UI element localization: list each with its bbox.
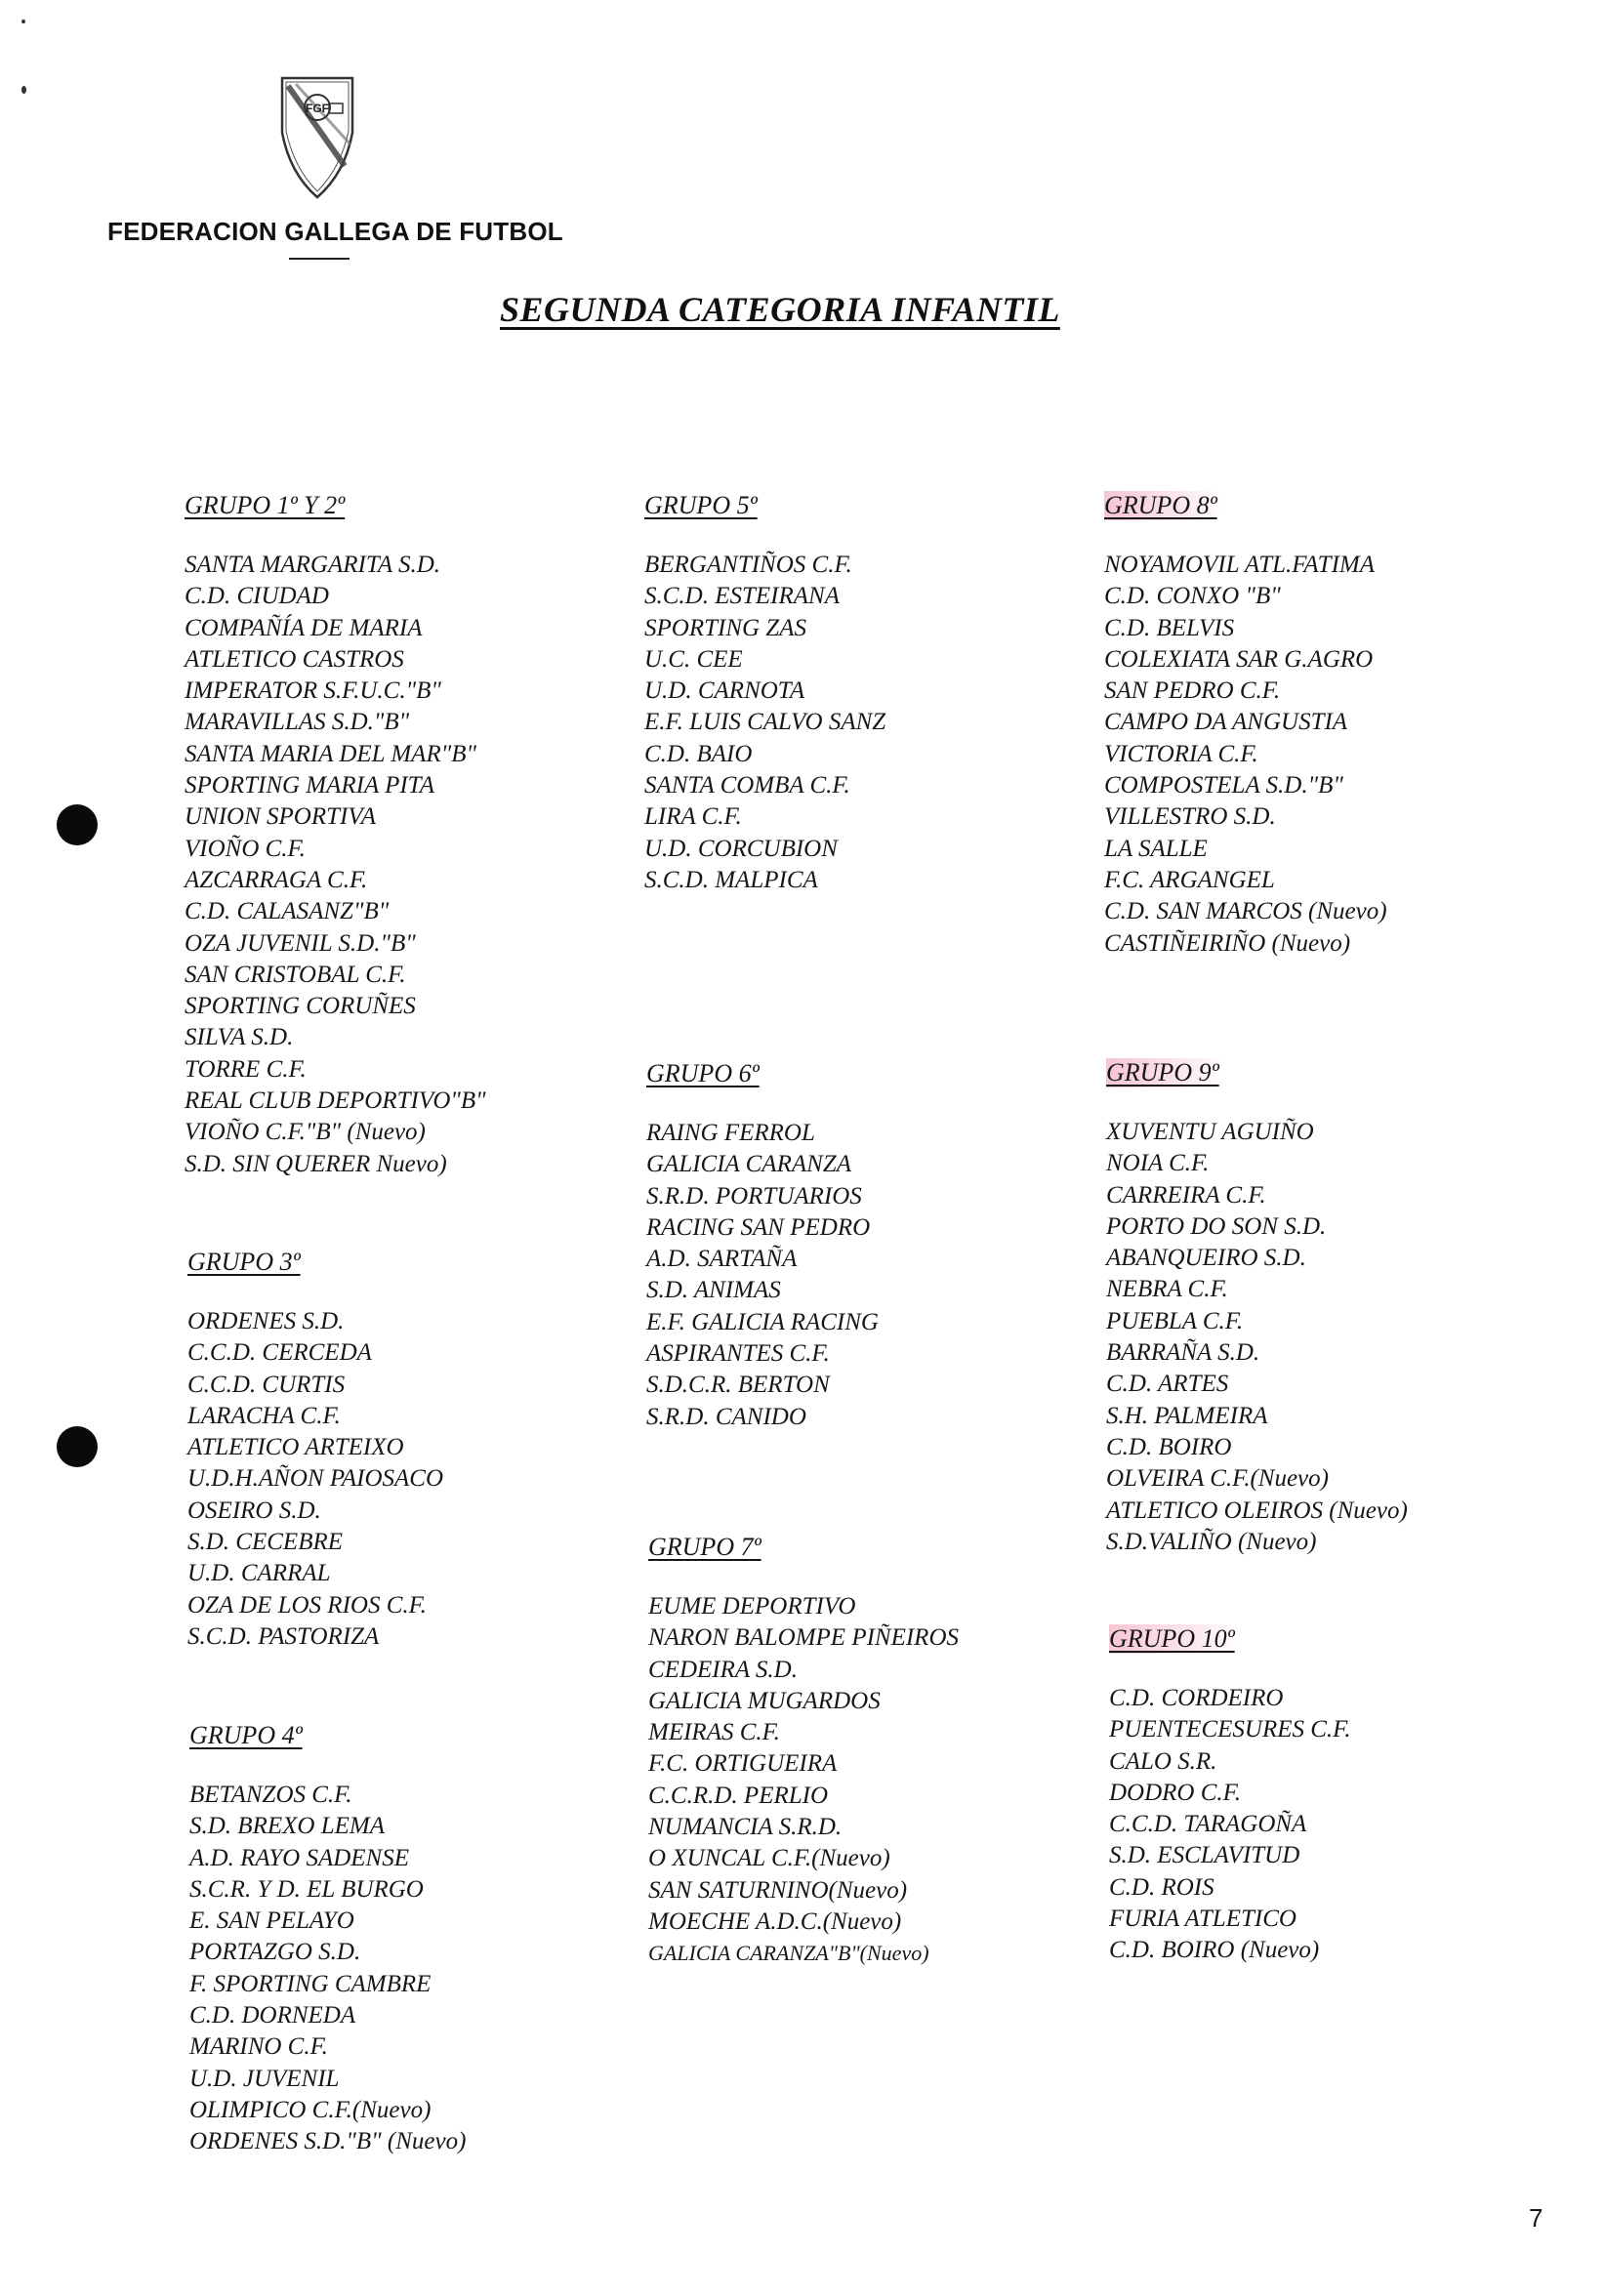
team-name: FURIA ATLETICO [1109,1906,1296,1933]
team-name: PUENTECESURES C.F. [1109,1716,1351,1743]
team-name: U.D. CORCUBION [644,835,838,862]
team-name: COLEXIATA SAR G.AGRO [1104,645,1374,673]
team-name: SPORTING ZAS [644,614,806,641]
team-name: SILVA S.D. [185,1024,294,1051]
team-name: ATLETICO CASTROS [185,645,404,673]
team-name: F.C. ARGANGEL [1104,866,1275,893]
team-name: S.D. ANIMAS [646,1277,781,1304]
team-name: ORDENES S.D. [187,1308,345,1334]
group-title: GRUPO 3º [187,1248,301,1276]
team-list [189,1780,466,2158]
team-name: SAN PEDRO C.F. [1104,677,1281,705]
team-name: CASTIÑEIRIÑO (Nuevo) [1104,929,1351,957]
team-name: C.D. DORNEDA [189,2002,356,2030]
team-name: S.R.D. CANIDO [646,1403,806,1430]
team-name: NOYAMOVIL ATL.FATIMA [1104,552,1376,578]
team-name: O XUNCAL C.F.(Nuevo) [648,1845,890,1872]
group-title: GRUPO 9º [1106,1058,1223,1087]
group-title: GRUPO 8º [1104,491,1221,520]
team-name: COMPAÑÍA DE MARIA [185,614,423,641]
team-name: VICTORIA C.F. [1104,740,1258,767]
team-name: CALO S.R. [1109,1747,1217,1775]
team-name: SPORTING CORUÑES [185,993,416,1020]
team-name: S.D. SIN QUERER Nuevo) [185,1150,447,1177]
team-list [187,1306,443,1653]
team-name: GALICIA MUGARDOS [648,1687,881,1714]
group-8 [1104,491,1387,960]
team-name: C.D. CONXO "B" [1104,583,1281,610]
group-10 [1109,1624,1350,1967]
team-name: C.D. BOIRO [1106,1433,1232,1460]
team-list [648,1591,959,1970]
team-name: C.C.R.D. PERLIO [648,1782,829,1809]
team-name: C.D. SAN MARCOS (Nuevo) [1104,898,1387,925]
team-name: S.D.VALIÑO (Nuevo) [1106,1528,1317,1555]
team-name: SAN CRISTOBAL C.F. [185,961,406,988]
team-name: SANTA COMBA C.F. [644,772,850,800]
team-name: C.D. CALASANZ"B" [185,898,390,925]
team-name: S.H. PALMEIRA [1106,1402,1268,1429]
team-name: C.C.D. CERCEDA [187,1339,372,1367]
team-name: XUVENTU AGUIÑO [1106,1119,1314,1145]
team-name: S.D.C.R. BERTON [646,1372,830,1399]
group-title: GRUPO 6º [646,1059,760,1087]
group-title: GRUPO 7º [648,1533,761,1561]
team-list [1109,1683,1350,1967]
team-name: E. SAN PELAYO [189,1907,354,1935]
team-name: CARREIRA C.F. [1106,1181,1266,1209]
team-name: UNION SPORTIVA [185,803,377,831]
team-name: DODRO C.F. [1109,1779,1241,1806]
team-name: PUEBLA C.F. [1106,1307,1244,1334]
team-name: PORTO DO SON S.D. [1106,1212,1327,1240]
page-number: 7 [1529,2203,1543,2233]
team-name: NEBRA C.F. [1106,1276,1228,1303]
group-9 [1106,1058,1408,1558]
group-title: GRUPO 5º [644,491,758,519]
team-name: GALICIA CARANZA [646,1151,851,1178]
team-name: VIOÑO C.F."B" (Nuevo) [185,1119,426,1146]
team-name: BARRAÑA S.D. [1106,1339,1260,1367]
team-name: COMPOSTELA S.D."B" [1104,772,1343,800]
team-name: LARACHA C.F. [187,1402,341,1429]
team-name: ORDENES S.D."B" (Nuevo) [189,2128,467,2155]
team-name: S.R.D. PORTUARIOS [646,1182,862,1210]
team-name: C.D. BAIO [644,740,753,767]
team-name: AZCARRAGA C.F. [185,866,368,893]
team-name: NARON BALOMPE PIÑEIROS [648,1624,960,1652]
federation-name: FEDERACION GALLEGA DE FUTBOL [107,217,563,246]
team-name: C.D. CORDEIRO [1109,1685,1284,1711]
team-name: C.D. BELVIS [1104,614,1235,641]
team-name: LA SALLE [1104,835,1208,862]
team-name: C.C.D. TARAGOÑA [1109,1811,1307,1838]
federation-crest-logo [276,72,358,201]
team-name: S.C.R. Y D. EL BURGO [189,1875,424,1903]
team-name: OZA DE LOS RIOS C.F. [187,1591,427,1619]
team-name: C.D. ROIS [1109,1873,1214,1901]
team-name: IMPERATOR S.F.U.C."B" [185,677,441,705]
scan-speck [21,86,26,94]
group-4 [189,1721,466,2158]
team-name: SPORTING MARIA PITA [185,772,434,800]
team-name: MARINO C.F. [189,2033,328,2061]
team-name: S.D. BREXO LEMA [189,1813,385,1840]
group-5 [644,491,885,896]
team-list [644,550,885,896]
team-name: ATLETICO OLEIROS (Nuevo) [1106,1496,1408,1524]
team-name: CEDEIRA S.D. [648,1656,798,1683]
team-name: C.C.D. CURTIS [187,1371,346,1398]
team-name: S.D. CECEBRE [187,1529,344,1556]
team-name: C.D. BOIRO (Nuevo) [1109,1937,1320,1964]
team-name: F. SPORTING CAMBRE [189,1970,432,1997]
team-name: VILLESTRO S.D. [1104,803,1276,831]
team-name: OLIMPICO C.F.(Nuevo) [189,2096,432,2123]
group-6 [646,1059,879,1433]
team-name: OZA JUVENIL S.D."B" [185,929,416,957]
crest-lettering: FGF [306,102,329,115]
team-name: LIRA C.F. [644,803,742,831]
group-7 [648,1533,959,1970]
team-name: C.D. CIUDAD [185,583,329,610]
header-divider [289,258,350,260]
team-list [1106,1117,1408,1558]
team-name: C.D. ARTES [1106,1371,1229,1398]
team-name: MEIRAS C.F. [648,1719,780,1746]
team-name: BETANZOS C.F. [189,1782,352,1808]
team-name: NOIA C.F. [1106,1150,1210,1177]
team-name: U.D. JUVENIL [189,2065,340,2092]
team-name: RAING FERROL [646,1120,815,1146]
team-name: BERGANTIÑOS C.F. [644,552,852,578]
team-name: F.C. ORTIGUEIRA [648,1750,838,1778]
team-list [646,1118,879,1433]
team-name: U.D.H.AÑON PAIOSACO [187,1465,444,1493]
team-name: PORTAZGO S.D. [189,1939,361,1966]
team-name: MOECHE A.D.C.(Nuevo) [648,1907,902,1935]
team-name: NUMANCIA S.R.D. [648,1814,843,1841]
team-name: EUME DEPORTIVO [648,1593,856,1620]
scan-speck [21,20,25,23]
team-name: MARAVILLAS S.D."B" [185,709,410,736]
page-title: SEGUNDA CATEGORIA INFANTIL [500,290,1060,329]
team-list [1104,550,1387,960]
punch-hole [57,1426,98,1467]
team-list [185,550,486,1180]
team-name: U.C. CEE [644,645,743,673]
team-name: REAL CLUB DEPORTIVO"B" [185,1087,486,1115]
team-name: S.C.D. ESTEIRANA [644,583,840,610]
team-name: S.D. ESCLAVITUD [1109,1842,1300,1869]
team-name: A.D. RAYO SADENSE [189,1844,409,1871]
team-name: E.F. LUIS CALVO SANZ [644,709,886,736]
group-title: GRUPO 4º [189,1721,303,1749]
team-name: S.C.D. MALPICA [644,866,818,893]
team-name: U.D. CARRAL [187,1560,331,1587]
team-name: S.C.D. PASTORIZA [187,1622,380,1650]
team-name: ABANQUEIRO S.D. [1106,1245,1306,1272]
team-name: SANTA MARIA DEL MAR"B" [185,740,476,767]
punch-hole [57,804,98,845]
group-title: GRUPO 10º [1109,1624,1239,1654]
team-name: SANTA MARGARITA S.D. [185,552,441,578]
group-1-2 [185,491,486,1180]
group-title: GRUPO 1º Y 2º [185,491,346,519]
team-name: GALICIA CARANZA"B"(Nuevo) [648,1941,929,1966]
group-3 [187,1248,443,1653]
team-name: U.D. CARNOTA [644,677,805,705]
team-name: OSEIRO S.D. [187,1496,321,1524]
team-name: ATLETICO ARTEIXO [187,1434,404,1461]
team-name: VIOÑO C.F. [185,835,306,862]
team-name: CAMPO DA ANGUSTIA [1104,709,1348,736]
team-name: SAN SATURNINO(Nuevo) [648,1876,908,1904]
team-name: RACING SAN PEDRO [646,1213,871,1241]
team-name: OLVEIRA C.F.(Nuevo) [1106,1465,1329,1493]
team-name: TORRE C.F. [185,1055,307,1083]
team-name: A.D. SARTAÑA [646,1246,798,1273]
team-name: E.F. GALICIA RACING [646,1308,879,1335]
team-name: ASPIRANTES C.F. [646,1340,830,1368]
